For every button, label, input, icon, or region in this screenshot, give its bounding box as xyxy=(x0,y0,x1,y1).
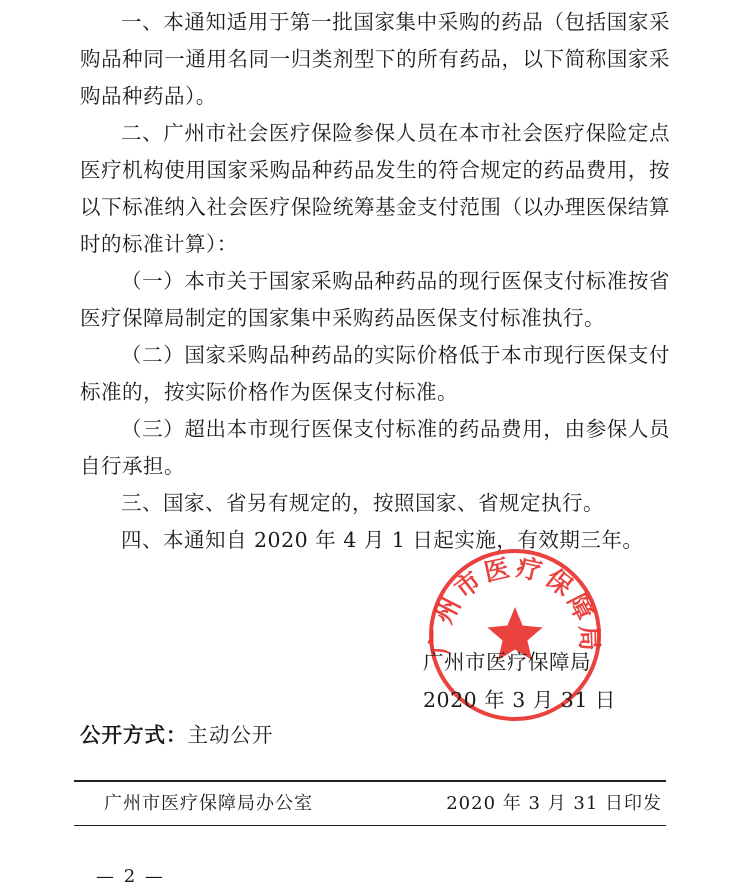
footer-top-rule xyxy=(74,780,666,782)
footer-issue-date: 2020 年 3 月 31 日印发 xyxy=(446,793,662,814)
paragraph-7: 四、本通知自 2020 年 4 月 1 日起实施，有效期三年。 xyxy=(121,528,644,552)
footer-bottom-rule xyxy=(74,825,666,826)
paragraph-6: 三、国家、省另有规定的，按照国家、省规定执行。 xyxy=(121,491,604,515)
signature-org: 广州市医疗保障局 xyxy=(423,650,591,674)
paragraph-1: 一、本通知适用于第一批国家集中采购的药品（包括国家采购品种同一通用名同一归类剂型下的所有药品，以下简称国家采购品种药品）。 xyxy=(80,10,670,108)
signature-date: 2020 年 3 月 31 日 xyxy=(423,688,616,712)
paragraph-3: （一）本市关于国家采购品种药品的现行医保支付标准按省医疗保障局制定的国家集中采购药品医保支付标准执行。 xyxy=(80,269,670,330)
footer-issuer: 广州市医疗保障局办公室 xyxy=(104,793,313,814)
disclosure-line xyxy=(80,718,274,748)
paragraph-2: 二、广州市社会医疗保险参保人员在本市社会医疗保险定点医疗机构使用国家采购品种药品发生的符合规定的药品费用，按以下标准纳入社会医疗保险统筹基金支付范围（以办理医保结算时的标准计算）： xyxy=(80,121,670,256)
disclosure-value: 主动公开 xyxy=(187,723,274,747)
paragraph-4: （二）国家采购品种药品的实际价格低于本市现行医保支付标准的，按实际价格作为医保支付标准。 xyxy=(80,343,670,404)
disclosure-label: 公开方式： xyxy=(80,723,188,747)
paragraph-5: （三）超出本市现行医保支付标准的药品费用，由参保人员自行承担。 xyxy=(80,417,670,478)
seal-text: 广州市医疗保障局 xyxy=(425,552,605,656)
page-number: — 2 — xyxy=(96,866,165,887)
